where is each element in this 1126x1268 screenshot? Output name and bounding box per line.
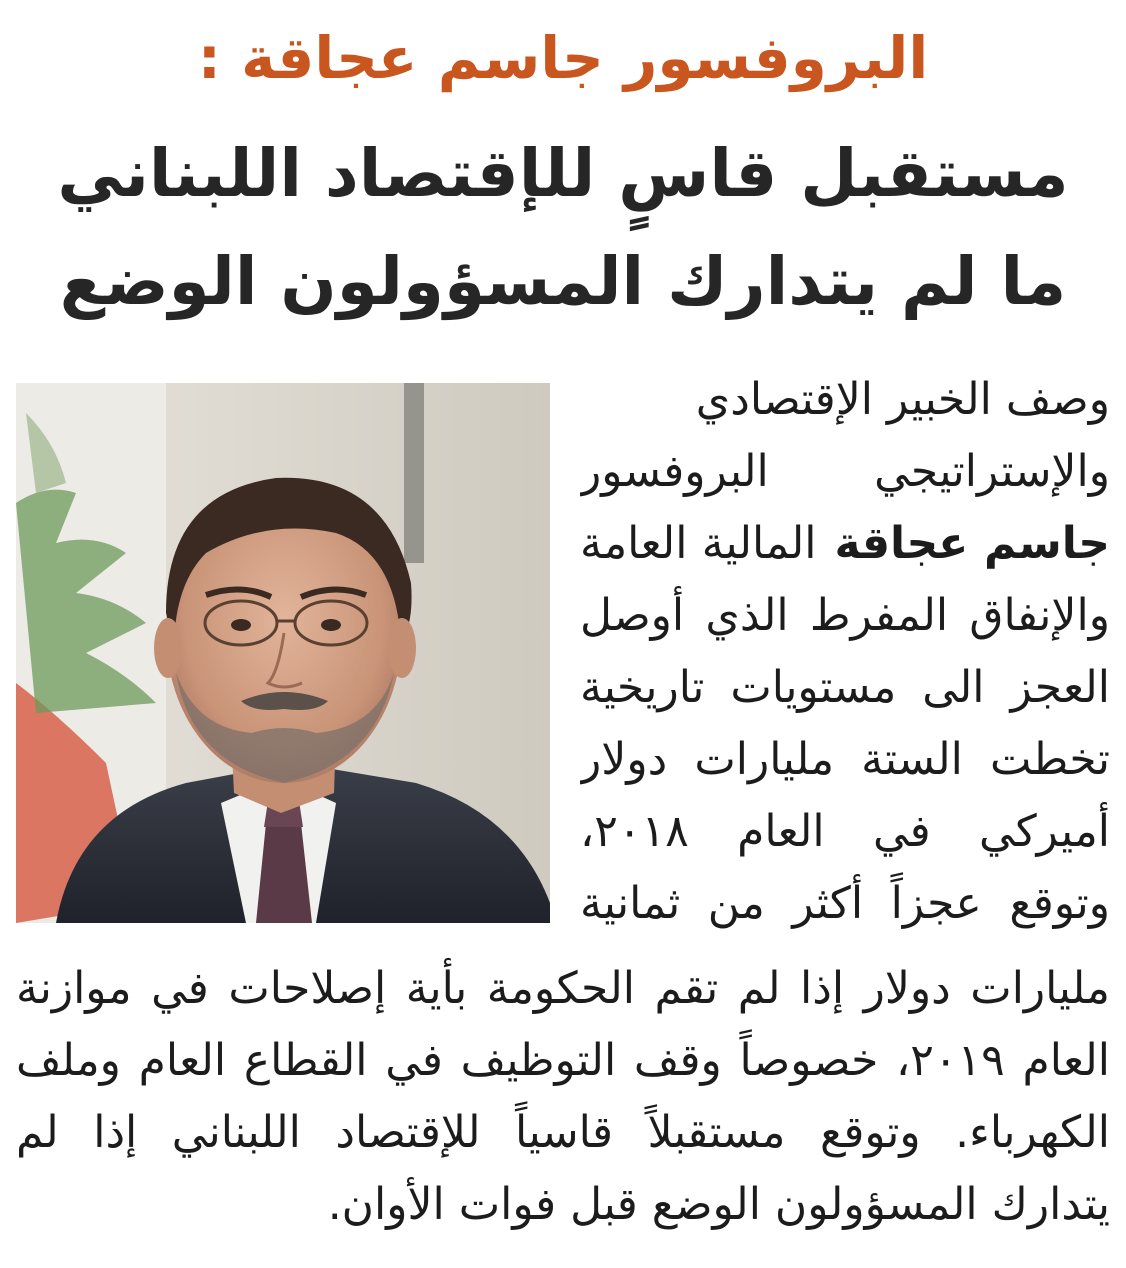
body-line-7: أميركي في العام ٢٠١٨، — [580, 806, 1110, 857]
body-line-1: وصف الخبير الإقتصادي — [695, 374, 1110, 425]
body-line-9: مليارات دولار إذا لم تقم الحكومة بأية إصلاحات في موازنة — [16, 963, 1110, 1014]
body-line-2: والإستراتيجي البروفسور — [580, 446, 1110, 497]
body-line-5: العجز الى مستويات تاريخية — [580, 662, 1110, 713]
body-line-8: وتوقع عجزاً أكثر من ثمانية — [580, 878, 1110, 929]
body-line-11: الكهرباء. وتوقع مستقبلاً قاسياً للإقتصاد اللبناني إذا لم — [16, 1107, 1110, 1158]
body-line-3 — [580, 509, 1110, 579]
expert-name: جاسم عجاقة — [834, 518, 1110, 569]
portrait-photo — [16, 383, 550, 923]
portrait-illustration — [16, 383, 550, 923]
body-line-4: والإنفاق المفرط الذي أوصل — [580, 590, 1110, 641]
body-line-12: يتدارك المسؤولون الوضع قبل فوات الأوان. — [327, 1179, 1110, 1230]
article-headline-line-1: مستقبل قاسٍ للإقتصاد اللبناني — [57, 135, 1069, 212]
body-line-3-rest: المالية العامة — [580, 518, 817, 569]
article-headline-line-2: ما لم يتدارك المسؤولون الوضع — [59, 243, 1067, 320]
body-line-6: تخطت الستة مليارات دولار — [580, 734, 1110, 785]
article-kicker: البروفسور جاسم عجاقة : — [197, 24, 929, 92]
body-line-10: العام ٢٠١٩، خصوصاً وقف التوظيف في القطاع العام وملف — [16, 1035, 1110, 1086]
